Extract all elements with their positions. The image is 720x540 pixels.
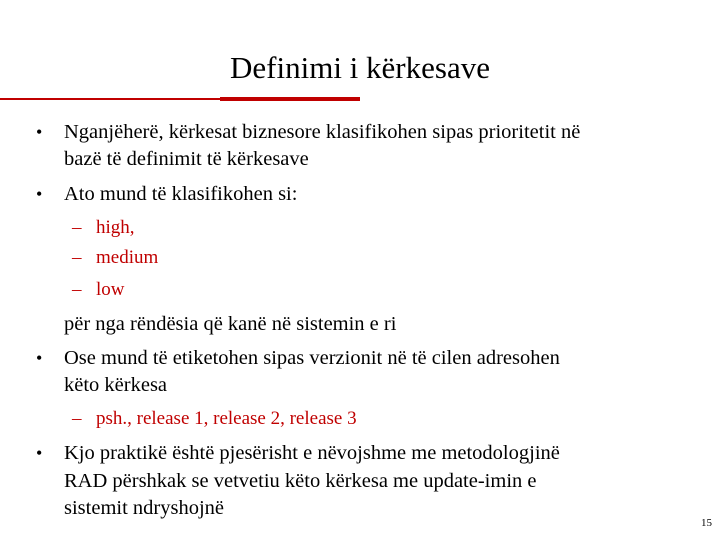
bullet-icon: • (36, 184, 43, 204)
bullet-3-line-1: Ose mund të etiketohen sipas verzionit në të cilen adresohen (64, 347, 560, 369)
sub-dash-icon: – (72, 247, 82, 268)
bullet-icon: • (36, 122, 43, 142)
bullet-1-line-1: Nganjëherë, kërkesat biznesore klasifikohen sipas prioritetit në (64, 121, 581, 143)
sub-item-low: low (96, 279, 125, 300)
bullet-2-line-1: Ato mund të klasifikohen si: (64, 183, 298, 205)
sub-dash-icon: – (72, 217, 82, 238)
bullet-2-continuation: për nga rëndësia që kanë në sistemin e ri (64, 313, 397, 335)
sub-dash-icon: – (72, 279, 82, 300)
bullet-4-line-3: sistemit ndryshojnë (64, 497, 225, 519)
bullet-icon: • (36, 443, 43, 463)
bullet-1-line-2: bazë të definimit të kërkesave (64, 148, 309, 170)
bullet-3-line-2: këto kërkesa (64, 374, 168, 396)
sub-item-medium: medium (96, 247, 159, 268)
sub-item-releases: psh., release 1, release 2, release 3 (96, 408, 357, 429)
page-number: 15 (701, 517, 712, 529)
slide-title: Definimi i kërkesave (230, 50, 490, 85)
bullet-4-line-2: RAD përshkak se vetvetiu këto kërkesa me update-imin e (64, 470, 537, 492)
sub-dash-icon: – (72, 408, 82, 429)
bullet-4-line-1: Kjo praktikë është pjesërisht e nëvojshme me metodologjinë (64, 442, 560, 464)
bullet-icon: • (36, 348, 43, 368)
sub-item-high: high, (96, 217, 135, 238)
